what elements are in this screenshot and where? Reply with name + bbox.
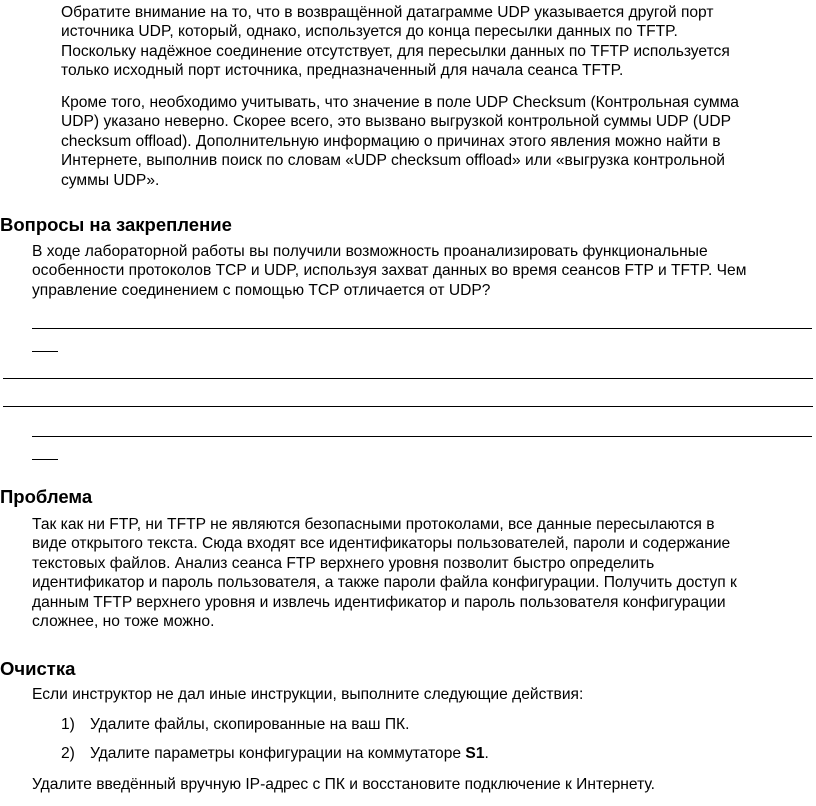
- step-text-main: Удалите параметры конфигурации на коммутаторе: [90, 745, 466, 762]
- cleanup-step: [0, 744, 816, 764]
- text-line: Обратите внимание на то, что в возвращённой датаграмме UDP указывается другой порт: [61, 4, 714, 21]
- text-line: источника UDP, который, однако, используется до конца пересылки данных по TFTP.: [61, 23, 678, 41]
- answer-line[interactable]: [3, 406, 813, 407]
- reflection-heading: Вопросы на закрепление: [0, 214, 232, 235]
- answer-line-stub[interactable]: [32, 459, 58, 460]
- text-line: идентификатор и пароль пользователя, а также пароли файла конфигурации. Получить доступ к: [32, 574, 737, 592]
- text-line: Так как ни FTP, ни TFTP не являются безопасными протоколами, все данные пересылаются в: [32, 516, 715, 533]
- reflection-question: [32, 242, 746, 300]
- text-line: текстовых файлов. Анализ сеанса FTP верхнего уровня позволит быстро определить: [32, 554, 655, 572]
- text-line: только исходный порт источника, предназначенный для начала сеанса TFTP.: [61, 62, 624, 80]
- text-line: В ходе лабораторной работы вы получили возможность проанализировать функциональные: [32, 243, 708, 260]
- switch-name: S1: [465, 745, 485, 762]
- cleanup-heading: Очистка: [0, 658, 76, 679]
- challenge-heading: Проблема: [0, 486, 93, 507]
- intro-paragraph-1: [61, 3, 730, 81]
- text-line: данным TFTP верхнего уровня и извлечь идентификатор и пароль пользователя конфигурации: [32, 593, 726, 611]
- text-line: checksum offload). Дополнительную информацию о причинах этого явления можно найти в: [61, 132, 721, 150]
- answer-line-stub[interactable]: [32, 351, 58, 352]
- step-text-end: .: [484, 745, 489, 762]
- text-line: сложнее, но тоже можно.: [32, 613, 215, 631]
- step-text: [90, 744, 489, 763]
- text-line: Кроме того, необходимо учитывать, что значение в поле UDP Checksum (Контрольная сумма: [61, 94, 739, 111]
- step-text: [90, 715, 409, 734]
- text-line: Интернете, выполнив поиск по словам «UDP checksum offload» или «выгрузка контрольной: [61, 152, 725, 170]
- text-line: суммы UDP».: [61, 171, 160, 189]
- text-line: Поскольку надёжное соединение отсутствует, для пересылки данных по TFTP используется: [61, 42, 730, 60]
- intro-paragraph-2: [61, 93, 739, 190]
- step-number: 2): [61, 745, 75, 762]
- text-line: UDP) указано неверно. Скорее всего, это вызвано выгрузкой контрольной суммы UDP (UDP: [61, 113, 732, 131]
- answer-line[interactable]: [3, 378, 813, 379]
- text-line: особенности протоколов TCP и UDP, используя захват данных во время сеансов FTP и TFTP. Чем: [32, 262, 747, 280]
- text-line: управление соединением с помощью TCP отличается от UDP?: [32, 281, 491, 299]
- answer-line[interactable]: [32, 328, 812, 329]
- answer-line[interactable]: [32, 436, 812, 437]
- cleanup-intro: Если инструктор не дал иные инструкции, выполните следующие действия:: [32, 686, 584, 703]
- cleanup-step: [0, 715, 816, 735]
- challenge-paragraph: [32, 515, 737, 631]
- step-number: 1): [61, 716, 75, 733]
- step-text-main: Удалите файлы, скопированные на ваш ПК.: [90, 716, 410, 733]
- cleanup-final: Удалите введённый вручную IP-адрес с ПК и восстановите подключение к Интернету.: [32, 776, 655, 793]
- text-line: виде открытого текста. Сюда входят все идентификаторы пользователей, пароли и содержание: [32, 535, 731, 553]
